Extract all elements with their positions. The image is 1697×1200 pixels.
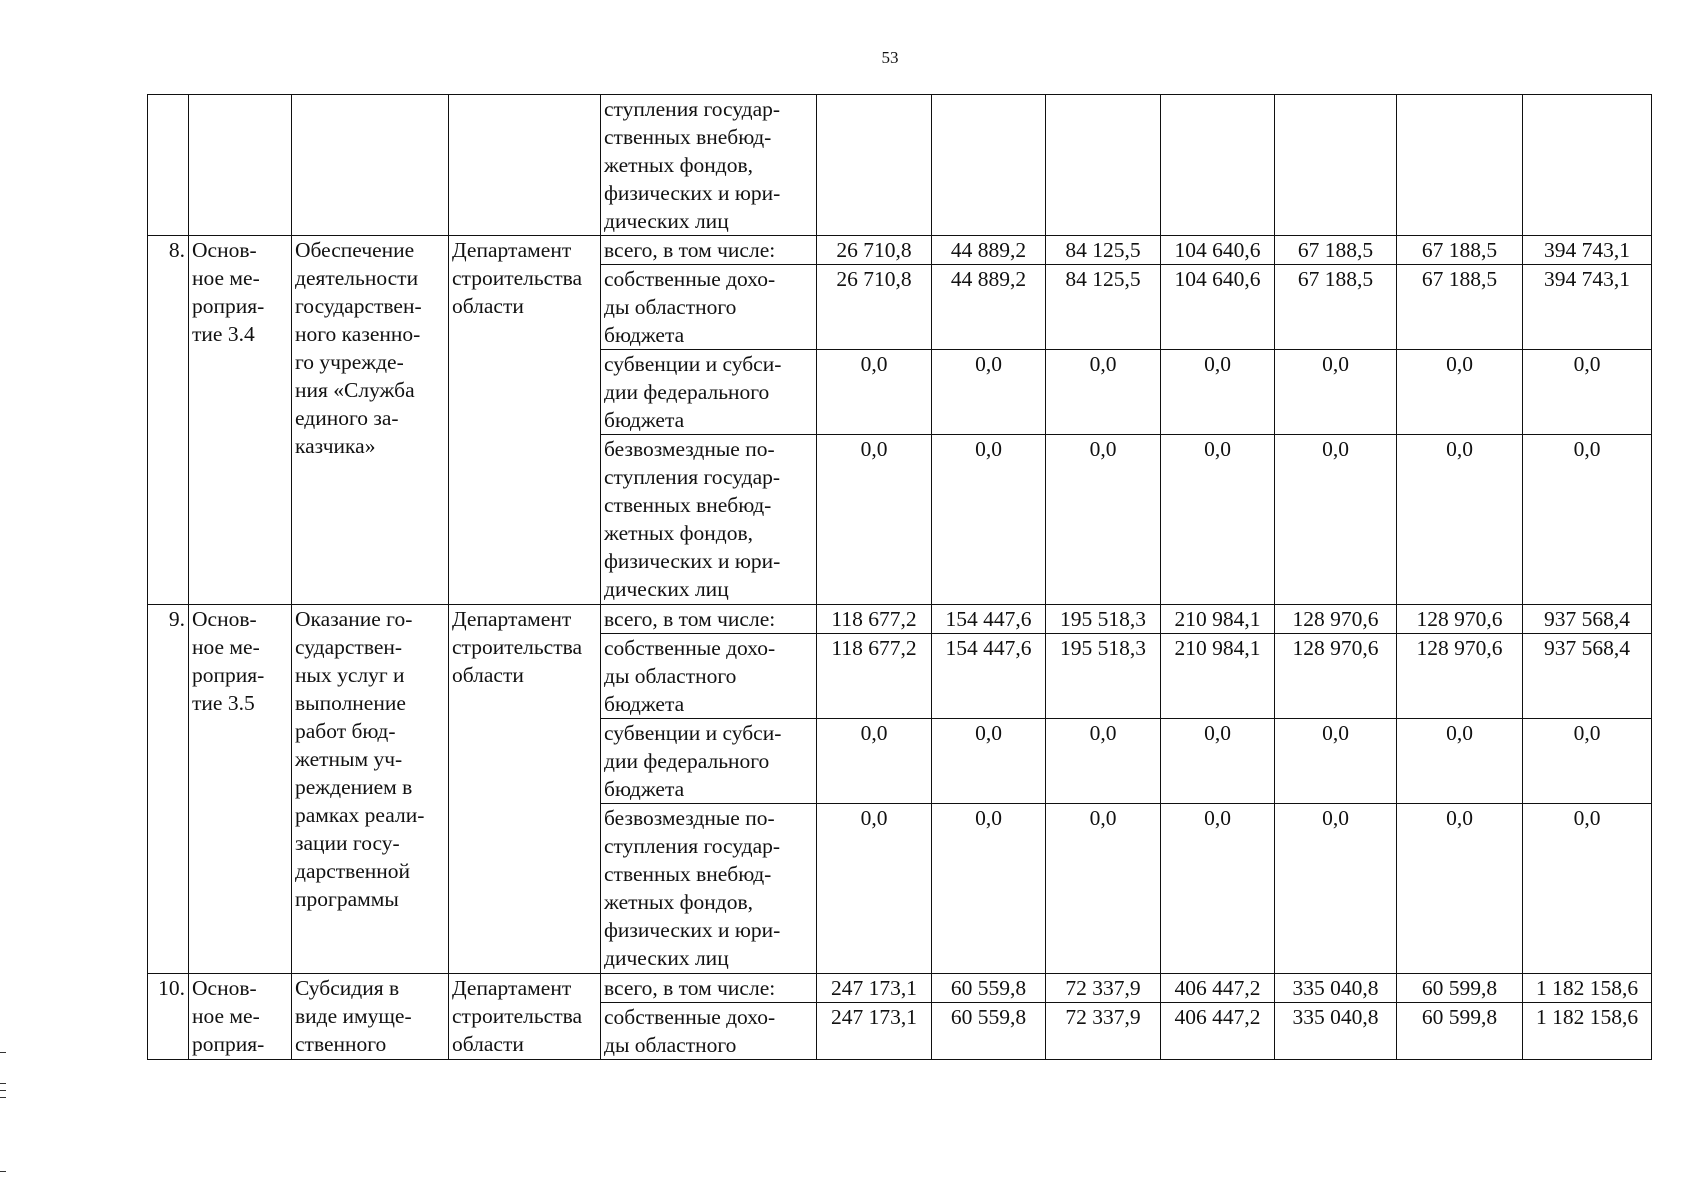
- value-cell: 128 970,6: [1275, 605, 1397, 634]
- value-cell: 406 447,2: [1161, 1003, 1275, 1060]
- executor-cell: Департамент строительства области: [449, 605, 601, 974]
- value-cell: [817, 95, 932, 236]
- description-cell: Субсидия в виде имуще- ственного: [292, 974, 449, 1060]
- value-cell: 67 188,5: [1275, 236, 1397, 265]
- value-cell: 72 337,9: [1046, 1003, 1161, 1060]
- value-cell: 67 188,5: [1397, 236, 1523, 265]
- table-body: [148, 95, 1652, 1060]
- value-cell: 0,0: [1161, 719, 1275, 804]
- value-cell: 0,0: [932, 435, 1046, 605]
- value-cell: 154 447,6: [932, 634, 1046, 719]
- table-row: [148, 605, 1652, 634]
- value-cell: 0,0: [1161, 350, 1275, 435]
- value-cell: 60 599,8: [1397, 1003, 1523, 1060]
- value-cell: 247 173,1: [817, 974, 932, 1003]
- value-cell: 1 182 158,6: [1523, 974, 1652, 1003]
- value-cell: 0,0: [1046, 719, 1161, 804]
- value-cell: 195 518,3: [1046, 605, 1161, 634]
- value-cell: 26 710,8: [817, 236, 932, 265]
- description-cell: [292, 95, 449, 236]
- funding-source-cell: субвенции и субси- дии федерального бюджета: [601, 350, 817, 435]
- value-cell: 0,0: [1275, 804, 1397, 974]
- description-cell: Обеспечение деятельности государствен- ного казенно- го учрежде- ния «Служба единого за- казчика»: [292, 236, 449, 605]
- value-cell: 84 125,5: [1046, 236, 1161, 265]
- funding-source-cell: всего, в том числе:: [601, 236, 817, 265]
- value-cell: 335 040,8: [1275, 1003, 1397, 1060]
- value-cell: 0,0: [1397, 804, 1523, 974]
- value-cell: 104 640,6: [1161, 236, 1275, 265]
- executor-cell: Департамент строительства области: [449, 236, 601, 605]
- value-cell: 335 040,8: [1275, 974, 1397, 1003]
- value-cell: 118 677,2: [817, 605, 932, 634]
- value-cell: [1523, 95, 1652, 236]
- margin-mark: [0, 1052, 6, 1053]
- measure-cell: [189, 95, 292, 236]
- margin-mark: [0, 1090, 6, 1091]
- value-cell: 195 518,3: [1046, 634, 1161, 719]
- value-cell: 0,0: [932, 719, 1046, 804]
- funding-source-cell: всего, в том числе:: [601, 605, 817, 634]
- value-cell: 0,0: [817, 719, 932, 804]
- value-cell: 44 889,2: [932, 265, 1046, 350]
- measure-cell: Основ- ное ме- роприя- тие 3.5: [189, 605, 292, 974]
- value-cell: 0,0: [1046, 435, 1161, 605]
- value-cell: 0,0: [1161, 804, 1275, 974]
- measure-cell: Основ- ное ме- роприя- тие 3.4: [189, 236, 292, 605]
- value-cell: 0,0: [932, 350, 1046, 435]
- value-cell: 72 337,9: [1046, 974, 1161, 1003]
- value-cell: 0,0: [1275, 350, 1397, 435]
- value-cell: 26 710,8: [817, 265, 932, 350]
- funding-source-cell: собственные дохо- ды областного: [601, 1003, 817, 1060]
- value-cell: 128 970,6: [1397, 605, 1523, 634]
- value-cell: 67 188,5: [1275, 265, 1397, 350]
- value-cell: [1161, 95, 1275, 236]
- value-cell: 0,0: [1523, 435, 1652, 605]
- table-row: [148, 236, 1652, 265]
- value-cell: 67 188,5: [1397, 265, 1523, 350]
- value-cell: 0,0: [817, 804, 932, 974]
- value-cell: 0,0: [1397, 719, 1523, 804]
- funding-source-cell: субвенции и субси- дии федерального бюджета: [601, 719, 817, 804]
- value-cell: 0,0: [1275, 719, 1397, 804]
- executor-cell: [449, 95, 601, 236]
- value-cell: [1397, 95, 1523, 236]
- index-cell: [148, 95, 189, 236]
- value-cell: 128 970,6: [1275, 634, 1397, 719]
- value-cell: 1 182 158,6: [1523, 1003, 1652, 1060]
- value-cell: 937 568,4: [1523, 605, 1652, 634]
- index-cell: 10.: [148, 974, 189, 1060]
- margin-mark: [0, 1097, 6, 1098]
- value-cell: 0,0: [1046, 350, 1161, 435]
- funding-source-cell: собственные дохо- ды областного бюджета: [601, 634, 817, 719]
- value-cell: 0,0: [1397, 435, 1523, 605]
- margin-mark: [0, 1083, 6, 1084]
- value-cell: 154 447,6: [932, 605, 1046, 634]
- description-cell: Оказание го- сударствен- ных услуг и выполнение работ бюд- жетным уч- реждением в рамках реали- зации госу- дарственной программы: [292, 605, 449, 974]
- funding-source-cell: собственные дохо- ды областного бюджета: [601, 265, 817, 350]
- value-cell: 0,0: [1523, 350, 1652, 435]
- value-cell: 0,0: [1161, 435, 1275, 605]
- value-cell: 84 125,5: [1046, 265, 1161, 350]
- value-cell: 394 743,1: [1523, 236, 1652, 265]
- value-cell: 247 173,1: [817, 1003, 932, 1060]
- value-cell: 0,0: [1046, 804, 1161, 974]
- page-number: 53: [881, 48, 899, 67]
- table-row: [148, 95, 1652, 236]
- value-cell: 0,0: [1523, 804, 1652, 974]
- value-cell: 0,0: [817, 435, 932, 605]
- index-cell: 8.: [148, 236, 189, 605]
- table-row: [148, 974, 1652, 1003]
- value-cell: 210 984,1: [1161, 634, 1275, 719]
- value-cell: 0,0: [817, 350, 932, 435]
- funding-source-cell: безвозмездные по- ступления государ- ственных внебюд- жетных фондов, физических и юри- дических лиц: [601, 435, 817, 605]
- value-cell: 0,0: [1523, 719, 1652, 804]
- value-cell: 104 640,6: [1161, 265, 1275, 350]
- value-cell: 0,0: [1397, 350, 1523, 435]
- budget-table: [147, 94, 1652, 1060]
- value-cell: 210 984,1: [1161, 605, 1275, 634]
- value-cell: 128 970,6: [1397, 634, 1523, 719]
- value-cell: 406 447,2: [1161, 974, 1275, 1003]
- value-cell: [932, 95, 1046, 236]
- value-cell: 44 889,2: [932, 236, 1046, 265]
- value-cell: 60 559,8: [932, 1003, 1046, 1060]
- funding-source-cell: всего, в том числе:: [601, 974, 817, 1003]
- value-cell: 60 559,8: [932, 974, 1046, 1003]
- value-cell: 937 568,4: [1523, 634, 1652, 719]
- value-cell: 394 743,1: [1523, 265, 1652, 350]
- executor-cell: Департамент строительства области: [449, 974, 601, 1060]
- index-cell: 9.: [148, 605, 189, 974]
- value-cell: [1275, 95, 1397, 236]
- measure-cell: Основ- ное ме- роприя-: [189, 974, 292, 1060]
- value-cell: 0,0: [932, 804, 1046, 974]
- value-cell: [1046, 95, 1161, 236]
- funding-source-cell: ступления государ- ственных внебюд- жетных фондов, физических и юри- дических лиц: [601, 95, 817, 236]
- funding-source-cell: безвозмездные по- ступления государ- ственных внебюд- жетных фондов, физических и юри- дических лиц: [601, 804, 817, 974]
- value-cell: 60 599,8: [1397, 974, 1523, 1003]
- value-cell: 0,0: [1275, 435, 1397, 605]
- margin-mark: [0, 1171, 6, 1172]
- value-cell: 118 677,2: [817, 634, 932, 719]
